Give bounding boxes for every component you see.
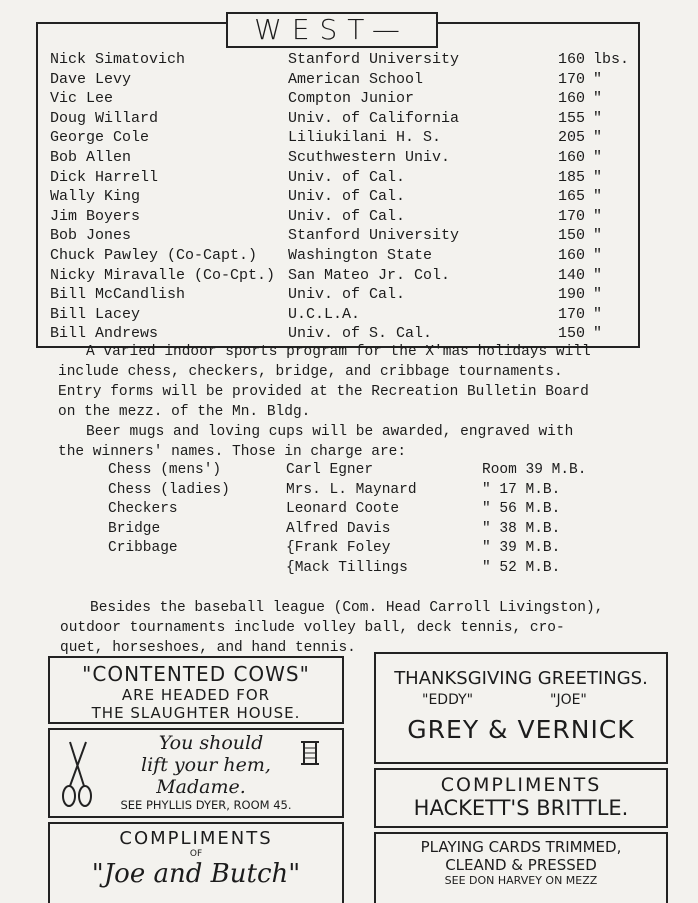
player-name: George Cole	[50, 129, 150, 147]
ad-playing-cards	[374, 832, 668, 903]
player-school: Stanford University	[288, 227, 460, 245]
roster-row	[0, 305, 698, 325]
player-weight-unit: "	[593, 266, 603, 284]
room-number: " 39 M.B.	[482, 540, 561, 557]
ad-contented-cows	[48, 656, 344, 724]
roster-row	[0, 168, 698, 188]
player-weight-unit: "	[593, 90, 603, 108]
roster-row	[0, 226, 698, 246]
player-weight: 140	[557, 266, 585, 284]
player-name: Bill Andrews	[50, 325, 159, 343]
roster-row	[0, 128, 698, 148]
player-name: Wally King	[50, 188, 141, 206]
player-school: San Mateo Jr. Col.	[288, 266, 451, 284]
player-weight-unit: "	[593, 129, 603, 147]
player-weight: 165	[557, 188, 585, 206]
player-name: Doug Willard	[50, 109, 159, 127]
player-weight: 185	[557, 168, 585, 186]
player-school: Univ. of Cal.	[288, 188, 406, 206]
roster-row	[0, 89, 698, 109]
player-weight-unit: "	[593, 207, 603, 225]
paragraph1-line: on the mezz. of the Mn. Bldg.	[58, 404, 311, 420]
in-charge-row	[0, 538, 698, 558]
player-name: Bill Lacey	[50, 305, 141, 323]
player-name: Vic Lee	[50, 90, 114, 108]
player-weight: 155	[557, 109, 585, 127]
player-weight-unit: "	[593, 188, 603, 206]
ad-line: ARE HEADED FOR	[121, 686, 271, 704]
paragraph1-line: A varied indoor sports program for the X'mas holidays will	[86, 344, 591, 360]
roster-row	[0, 187, 698, 207]
ad-line: "CONTENTED COWS"	[82, 662, 310, 686]
player-school: Univ. of California	[288, 109, 460, 127]
player-school: Washington State	[288, 247, 433, 264]
room-number: Room 39 M.B.	[482, 462, 587, 478]
ad-hacketts-brittle	[374, 768, 668, 828]
player-weight: 170	[557, 70, 585, 88]
person-in-charge: Leonard Coote	[286, 501, 400, 518]
player-weight-unit: "	[593, 149, 603, 166]
player-name: Bob Jones	[50, 227, 132, 245]
player-weight: 205	[557, 129, 585, 147]
roster-row	[0, 109, 698, 129]
roster-row	[0, 246, 698, 266]
player-weight: 170	[557, 207, 585, 225]
player-school: Univ. of S. Cal.	[288, 325, 433, 343]
player-name: Dave Levy	[50, 70, 132, 88]
thread-spool-icon	[296, 736, 324, 770]
ad-lift-your-hem	[48, 728, 344, 818]
player-weight-unit: "	[593, 325, 603, 343]
player-school: Stanford University	[288, 51, 460, 68]
room-number: " 56 M.B.	[482, 501, 561, 518]
person-in-charge: Carl Egner	[286, 462, 374, 478]
player-name: Bill McCandlish	[50, 286, 186, 304]
roster-row	[0, 50, 698, 70]
paragraph2-line: Beer mugs and loving cups will be awarded, engraved with	[86, 424, 574, 440]
player-weight-unit: "	[593, 286, 603, 304]
player-school: Univ. of Cal.	[288, 168, 406, 186]
player-weight: 190	[557, 286, 585, 304]
in-charge-row	[0, 519, 698, 539]
event-name: Bridge	[108, 520, 161, 537]
ad-line: SEE DON HARVEY ON MEZZ	[444, 874, 598, 887]
in-charge-row	[0, 480, 698, 500]
ad-line: lift your hem,	[141, 754, 271, 776]
player-school: Compton Junior	[288, 90, 415, 108]
ad-line: HACKETT'S BRITTLE.	[413, 796, 629, 820]
ad-line: Madame.	[156, 776, 246, 798]
player-school: Scuthwestern Univ.	[288, 149, 451, 166]
player-name: Bob Allen	[50, 149, 132, 166]
player-school: American School	[288, 70, 424, 88]
player-weight: 160	[557, 90, 585, 108]
roster-row	[0, 285, 698, 305]
player-weight-unit: lbs.	[593, 51, 630, 68]
player-weight-unit: "	[593, 305, 603, 323]
paragraph3-line: Besides the baseball league (Com. Head Carroll Livingston),	[90, 600, 604, 616]
ad-thanksgiving-greetings	[374, 652, 668, 764]
player-weight-unit: "	[593, 109, 603, 127]
player-weight: 150	[557, 227, 585, 245]
player-name: Nicky Miravalle (Co-Cpt.)	[50, 266, 276, 284]
person-in-charge: Mrs. L. Maynard	[286, 481, 417, 498]
player-weight: 150	[557, 325, 585, 343]
roster-row	[0, 266, 698, 286]
ad-joe-and-butch	[48, 822, 344, 903]
person-in-charge: Alfred Davis	[286, 520, 391, 537]
player-weight-unit: "	[593, 168, 603, 186]
ad-line: COMPLIMENTS	[440, 774, 602, 796]
room-number: " 38 M.B.	[482, 520, 561, 537]
player-weight: 160	[557, 51, 585, 68]
player-weight-unit: "	[593, 227, 603, 245]
ad-line: GREY & VERNICK	[407, 715, 635, 744]
paragraph1-line: Entry forms will be provided at the Recreation Bulletin Board	[58, 384, 589, 400]
player-name: Nick Simatovich	[50, 51, 186, 68]
roster-row	[0, 207, 698, 227]
event-name: Cribbage	[108, 540, 178, 557]
player-weight: 160	[557, 149, 585, 166]
room-number: " 17 M.B.	[482, 481, 561, 498]
ad-line: "Joe and Butch"	[91, 859, 301, 889]
ad-names-row	[376, 689, 666, 711]
ad-line: You should	[158, 732, 264, 754]
player-school: Univ. of Cal.	[288, 207, 406, 225]
ad-line: SEE PHYLLIS DYER, ROOM 45.	[120, 798, 292, 812]
ad-line: THE SLAUGHTER HOUSE.	[91, 704, 301, 722]
player-weight-unit: "	[593, 247, 603, 264]
ad-line: "EDDY"	[422, 692, 474, 708]
ad-line: "JOE"	[550, 692, 587, 708]
west-title: WEST—	[226, 12, 438, 48]
paragraph3-line: quet, horseshoes, and hand tennis.	[60, 640, 356, 656]
paragraph3-line: outdoor tournaments include volley ball, deck tennis, cro-	[60, 620, 565, 636]
player-school: Univ. of Cal.	[288, 286, 406, 304]
in-charge-row	[0, 460, 698, 480]
roster-row	[0, 148, 698, 168]
player-school: U.C.L.A.	[288, 305, 361, 323]
player-name: Dick Harrell	[50, 168, 159, 186]
roster-row	[0, 70, 698, 90]
person-in-charge: {Mack Tillings	[286, 560, 408, 576]
player-school: Liliukilani H. S.	[288, 129, 442, 147]
paragraph2-line: the winners' names. Those in charge are:	[58, 444, 407, 460]
in-charge-row	[0, 558, 698, 578]
ad-line: PLAYING CARDS TRIMMED,	[420, 838, 622, 856]
player-weight: 170	[557, 305, 585, 323]
person-in-charge: {Frank Foley	[286, 540, 391, 557]
player-name: Jim Boyers	[50, 207, 141, 225]
player-weight: 160	[557, 247, 585, 264]
player-name: Chuck Pawley (Co-Capt.)	[50, 247, 258, 264]
player-weight-unit: "	[593, 70, 603, 88]
event-name: Chess (ladies)	[108, 481, 230, 498]
paragraph1-line: include chess, checkers, bridge, and cribbage tournaments.	[58, 364, 563, 380]
room-number: " 52 M.B.	[482, 560, 561, 576]
ad-line: OF	[189, 849, 203, 859]
ad-line: COMPLIMENTS	[119, 828, 273, 849]
ad-line: CLEAND & PRESSED	[445, 856, 597, 874]
event-name: Chess (mens')	[108, 462, 222, 478]
event-name: Checkers	[108, 501, 178, 518]
ad-line: THANKSGIVING GREETINGS.	[394, 668, 648, 689]
in-charge-row	[0, 499, 698, 519]
scissors-icon	[60, 738, 94, 812]
